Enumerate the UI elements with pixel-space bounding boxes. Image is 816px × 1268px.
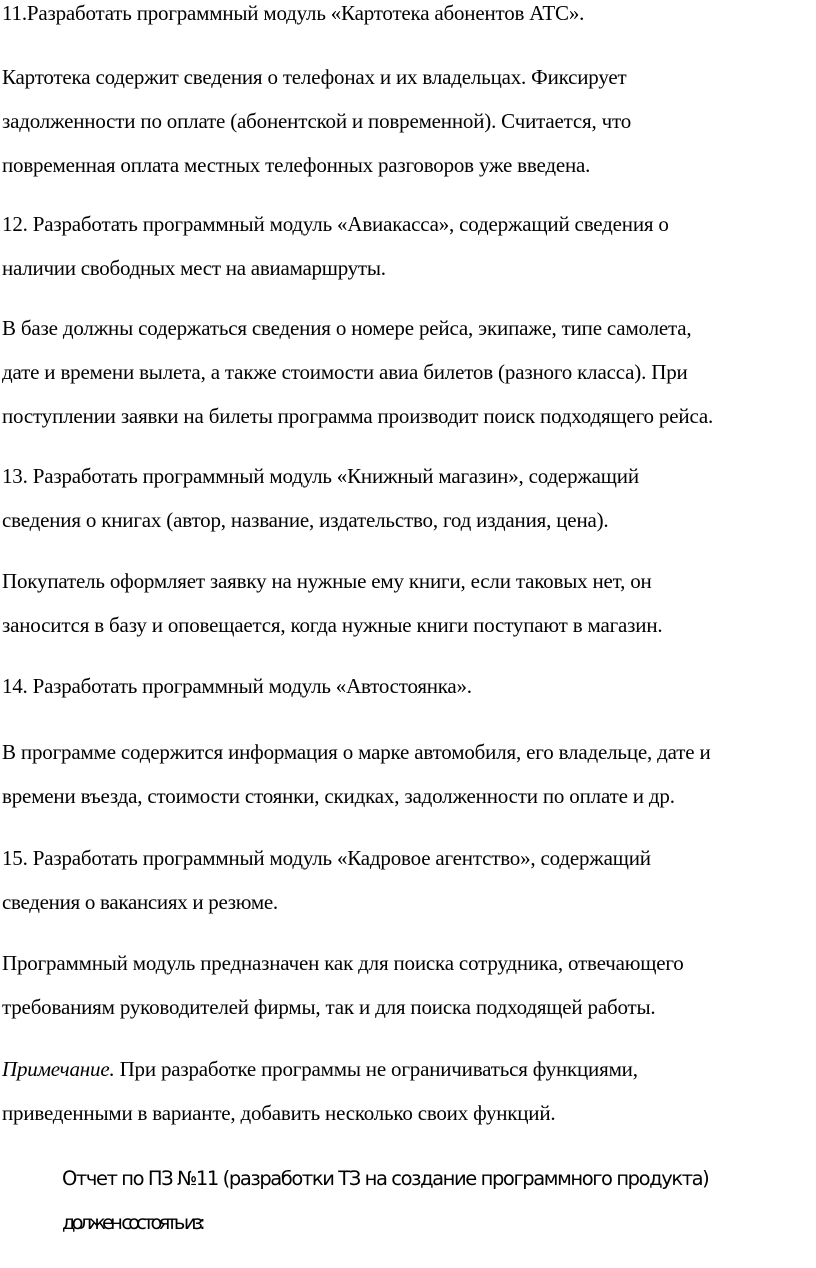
text-line: приведенными в варианте, добавить несколько своих функций. bbox=[2, 1101, 556, 1125]
task-12-title bbox=[2, 202, 816, 290]
text-line: 14. Разработать программный модуль «Автостоянка». bbox=[2, 674, 472, 698]
text-line: наличии свободных мест на авиамаршруты. bbox=[2, 256, 386, 280]
text-line: поступлении заявки на билеты программа производит поиск подходящего рейса. bbox=[2, 404, 714, 428]
text-line: требованиям руководителей фирмы, так и для поиска подходящей работы. bbox=[2, 995, 656, 1019]
text-line: 15. Разработать программный модуль «Кадровое агентство», содержащий bbox=[2, 846, 651, 870]
text-line: Программный модуль предназначен как для поиска сотрудника, отвечающего bbox=[2, 951, 684, 975]
text-line: должен состоять из: bbox=[62, 1211, 202, 1234]
task-14-description bbox=[2, 730, 816, 818]
task-15-title bbox=[2, 836, 816, 924]
task-11-description bbox=[2, 55, 816, 187]
report-requirements bbox=[62, 1157, 816, 1245]
text-line: дате и времени вылета, а также стоимости авиа билетов (разного класса). При bbox=[2, 360, 688, 384]
text-line: заносится в базу и оповещается, когда нужные книги поступают в магазин. bbox=[2, 613, 663, 637]
text-line: 11.Разработать программный модуль «Картотека абонентов АТС». bbox=[2, 1, 585, 25]
task-14-title bbox=[2, 664, 816, 708]
text-line: Отчет по ПЗ №11 (разработки ТЗ на создание программного продукта) bbox=[62, 1167, 709, 1190]
task-12-description bbox=[2, 306, 816, 438]
task-13-description bbox=[2, 559, 816, 647]
task-15-description bbox=[2, 941, 816, 1029]
note-label: Примечание. bbox=[2, 1057, 115, 1081]
note-text: При разработке программы не ограничиваться функциями, bbox=[114, 1057, 638, 1081]
text-line bbox=[2, 1047, 816, 1091]
text-line: В программе содержится информация о марке автомобиля, его владельце, дате и bbox=[2, 740, 711, 764]
text-line: задолженности по оплате (абонентской и повременной). Считается, что bbox=[2, 109, 632, 133]
text-line: сведения о вакансиях и резюме. bbox=[2, 890, 278, 914]
text-line: Покупатель оформляет заявку на нужные ему книги, если таковых нет, он bbox=[2, 569, 652, 593]
text-line: В базе должны содержаться сведения о номере рейса, экипаже, типе самолета, bbox=[2, 316, 692, 340]
text-line: 13. Разработать программный модуль «Книжный магазин», содержащий bbox=[2, 464, 639, 488]
text-line: времени въезда, стоимости стоянки, скидках, задолженности по оплате и др. bbox=[2, 784, 675, 808]
task-13-title bbox=[2, 454, 816, 542]
text-line: Картотека содержит сведения о телефонах и их владельцах. Фиксирует bbox=[2, 65, 627, 89]
note-paragraph bbox=[2, 1047, 816, 1135]
text-line: повременная оплата местных телефонных разговоров уже введена. bbox=[2, 153, 591, 177]
text-line: 12. Разработать программный модуль «Авиакасса», содержащий сведения о bbox=[2, 212, 669, 236]
task-11-title bbox=[2, 0, 816, 35]
text-line: сведения о книгах (автор, название, издательство, год издания, цена). bbox=[2, 508, 609, 532]
